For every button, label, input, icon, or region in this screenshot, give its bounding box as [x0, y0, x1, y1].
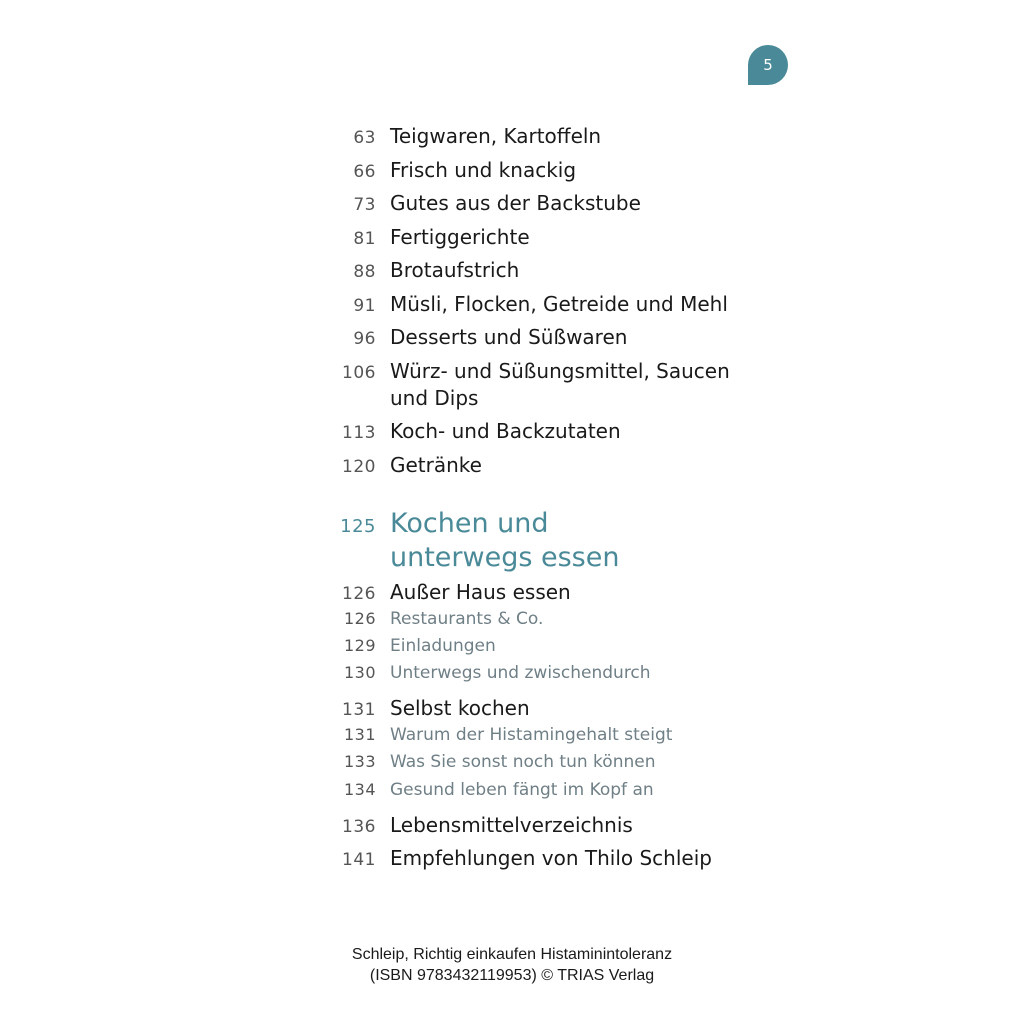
toc-page-number: 126	[342, 584, 376, 604]
toc-entry[interactable]	[330, 695, 530, 722]
toc-chapter[interactable]	[330, 507, 619, 575]
toc-entry[interactable]	[330, 224, 530, 251]
toc-entry[interactable]	[330, 291, 728, 318]
toc-subtitle: Einladungen	[390, 636, 496, 656]
toc-subentry[interactable]	[330, 633, 496, 660]
toc-page-number: 133	[343, 752, 376, 771]
toc-page-number: 106	[342, 363, 376, 383]
toc-entry[interactable]	[330, 579, 571, 606]
toc-title: Desserts und Süßwaren	[390, 325, 628, 349]
chapter-title-line: unterwegs essen	[390, 542, 620, 573]
toc-title: Müsli, Flocken, Getreide und Mehl	[390, 292, 728, 316]
toc-title: Frisch und knackig	[390, 158, 577, 182]
toc-page-number: 125	[340, 516, 376, 537]
toc-page-number: 66	[353, 162, 376, 182]
toc-entry[interactable]	[330, 452, 482, 479]
footer-line: Schleip, Richtig einkaufen Histaminintoleranz	[351, 946, 673, 963]
toc-page-number: 141	[342, 850, 376, 870]
toc-title: Lebensmittelverzeichnis	[390, 813, 633, 837]
toc-page-number: 130	[343, 663, 376, 682]
toc-entry[interactable]	[330, 324, 627, 351]
toc-page-number: 91	[353, 296, 376, 316]
toc-page-number: 81	[353, 229, 376, 249]
toc-page-number: 126	[343, 609, 376, 628]
toc-entry[interactable]	[330, 257, 519, 284]
toc-subentry[interactable]	[330, 749, 655, 776]
page-number-badge: 5	[748, 45, 788, 85]
toc-page-number: 96	[353, 329, 376, 349]
toc-page-number: 131	[343, 725, 376, 744]
toc-entry[interactable]	[330, 812, 633, 839]
toc-entry[interactable]	[330, 845, 712, 872]
toc-subentry[interactable]	[330, 606, 543, 633]
toc-title: Koch- und Backzutaten	[390, 419, 621, 443]
toc-title	[390, 358, 730, 412]
toc-subentry[interactable]	[330, 660, 651, 687]
toc-page-number: 63	[353, 128, 376, 148]
toc-title-line: Würz- und Süßungsmittel, Saucen	[390, 359, 730, 383]
toc-page-number: 113	[342, 423, 376, 443]
toc-title: Teigwaren, Kartoffeln	[390, 124, 602, 148]
toc-title: Empfehlungen von Thilo Schleip	[390, 846, 712, 870]
toc-subtitle: Restaurants & Co.	[390, 609, 544, 629]
toc-entry[interactable]	[330, 157, 576, 184]
toc-title: Getränke	[390, 453, 482, 477]
toc-title-line: und Dips	[390, 386, 479, 410]
toc-page-number: 129	[343, 636, 376, 655]
toc-entry[interactable]	[330, 123, 601, 150]
toc-entry[interactable]	[330, 358, 730, 412]
toc-subentry[interactable]	[330, 722, 672, 749]
toc-title: Fertiggerichte	[390, 225, 530, 249]
toc-entry[interactable]	[330, 418, 621, 445]
toc-entry[interactable]	[330, 190, 641, 217]
toc-page-number: 120	[342, 457, 376, 477]
copyright-footer	[0, 944, 1024, 986]
toc-subtitle: Was Sie sonst noch tun können	[390, 752, 656, 772]
toc-title: Selbst kochen	[390, 696, 530, 720]
chapter-title	[390, 507, 619, 575]
toc-page-number: 136	[342, 817, 376, 837]
toc-page-number: 73	[353, 195, 376, 215]
footer-line: (ISBN 9783432119953) © TRIAS Verlag	[369, 967, 655, 984]
toc-subentry[interactable]	[330, 777, 654, 804]
toc-title: Gutes aus der Backstube	[390, 191, 641, 215]
toc-page-number: 88	[353, 262, 376, 282]
toc-subtitle: Warum der Histamingehalt steigt	[390, 725, 673, 745]
toc-title: Außer Haus essen	[390, 580, 571, 604]
toc-title: Brotaufstrich	[390, 258, 520, 282]
toc-subtitle: Gesund leben fängt im Kopf an	[390, 780, 654, 800]
toc-page-number: 134	[343, 780, 376, 799]
chapter-title-line: Kochen und	[390, 508, 549, 539]
toc-page-number: 131	[342, 700, 376, 720]
toc-subtitle: Unterwegs und zwischendurch	[390, 663, 651, 683]
